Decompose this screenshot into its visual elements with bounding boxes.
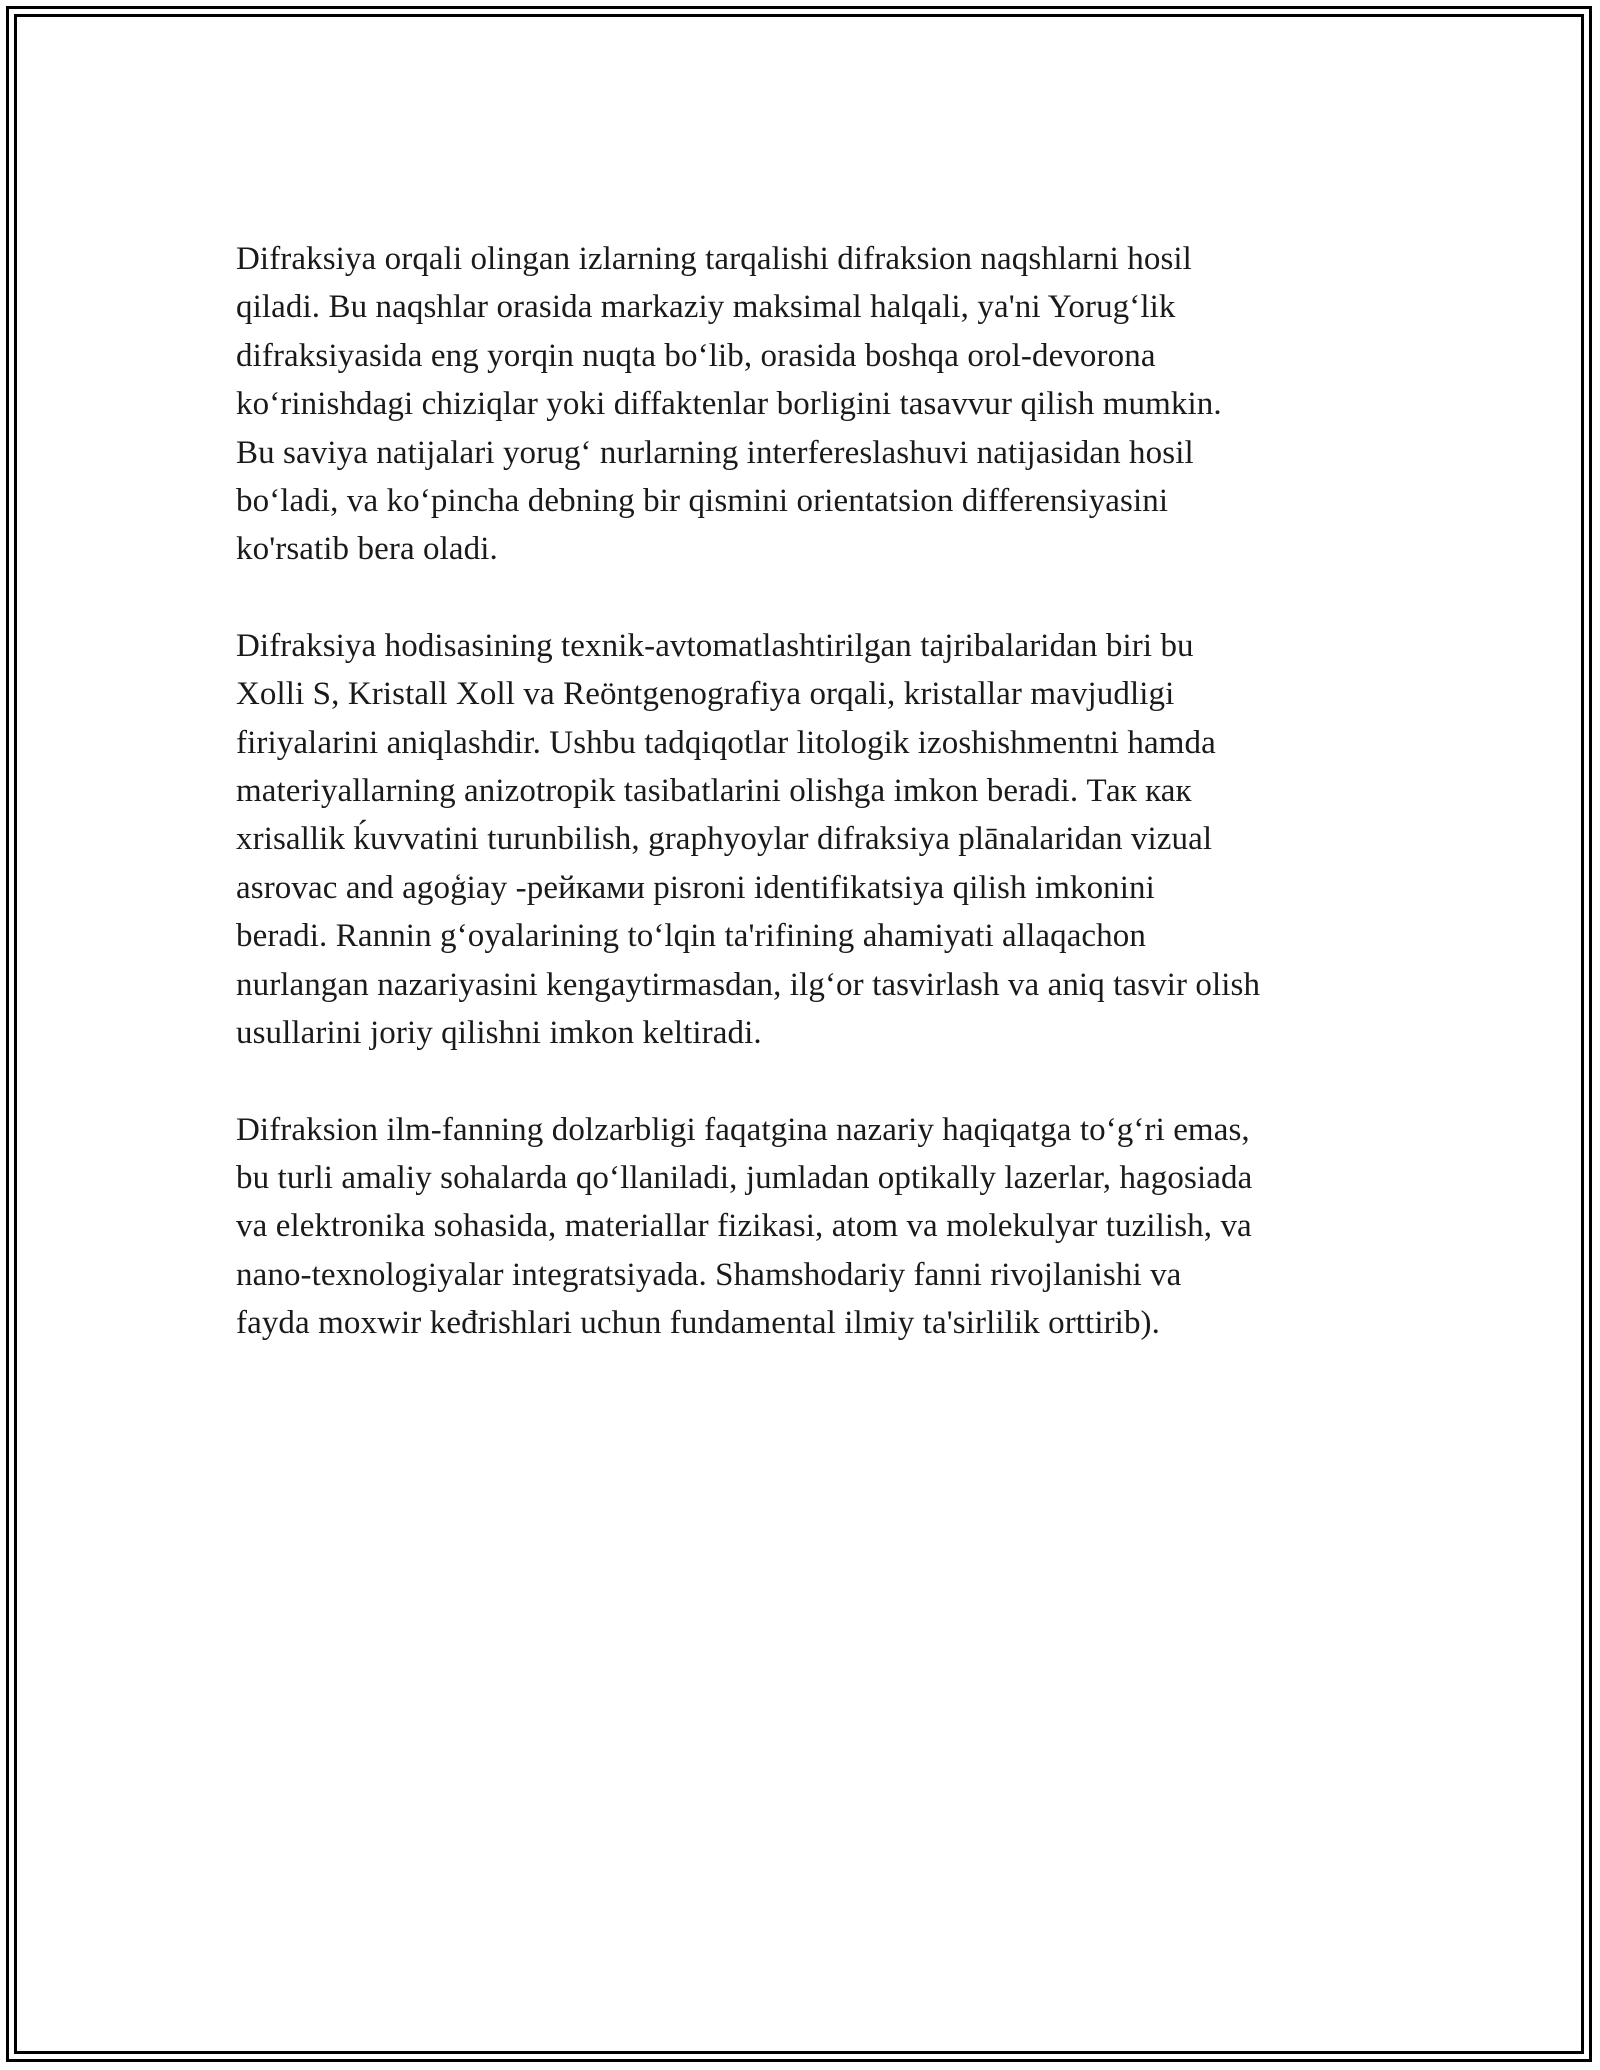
document-body xyxy=(236,235,1386,1348)
paragraph-spacer xyxy=(236,1058,1386,1106)
paragraph-2: Difraksiya hodisasining texnik-avtomatlashtirilgan tajribalaridan biri bu Xolli S, Kristall Xoll va Reöntgenografiya orqali, kristallar mavjudligi firiyalarini aniqlashdir. Ushbu tadqiqotlar litologik izoshishmentni hamda materiyallarning anizotropik tasibatlarini olishga imkon beradi. Так как xrisallik ḱuvvatini turunbilish, graphyoylar difraksiya plānalaridan vizual asrovac and agoģiay -рейками pisroni identifikatsiya qilish imkonini beradi. Rannin g‘oyalarining to‘lqin ta'rifining ahamiyati allaqachon nurlangan nazariyasini kengaytirmasdan, ilg‘or tasvirlash va aniq tasvir olish usullarini joriy qilishni imkon keltiradi. xyxy=(236,627,1261,1052)
paragraph-1: Difraksiya orqali olingan izlarning tarqalishi difraksion naqshlarni hosil qiladi. Bu naqshlar orasida markaziy maksimal halqali, ya'ni Yorug‘lik difraksiyasida eng yorqin nuqta bo‘lib, orasida boshqa orol-devorona ko‘rinishdagi chiziqlar yoki diffaktenlar borligini tasavvur qilish mumkin. Bu saviya natijalari yorug‘ nurlarning interfereslashuvi natijasidan hosil bo‘ladi, va ko‘pincha debning bir qismini orientatsion differensiyasini ko'rsatib bera oladi. xyxy=(236,241,1222,568)
paragraph-spacer xyxy=(236,574,1386,622)
paragraph-3: Difraksion ilm-fanning dolzarbligi faqatgina nazariy haqiqatga to‘g‘ri emas, bu turli amaliy sohalarda qo‘llaniladi, jumladan optikally lazerlar, hagosiada va elektronika sohasida, materiallar fizikasi, atom va molekulyar tuzilish, va nano-texnologiyalar integratsiyada. Shamshodariy fanni rivojlanishi va fayda moxwir keđrishlari uchun fundamental ilmiy ta'sirlilik orttirib). xyxy=(236,1111,1253,1342)
